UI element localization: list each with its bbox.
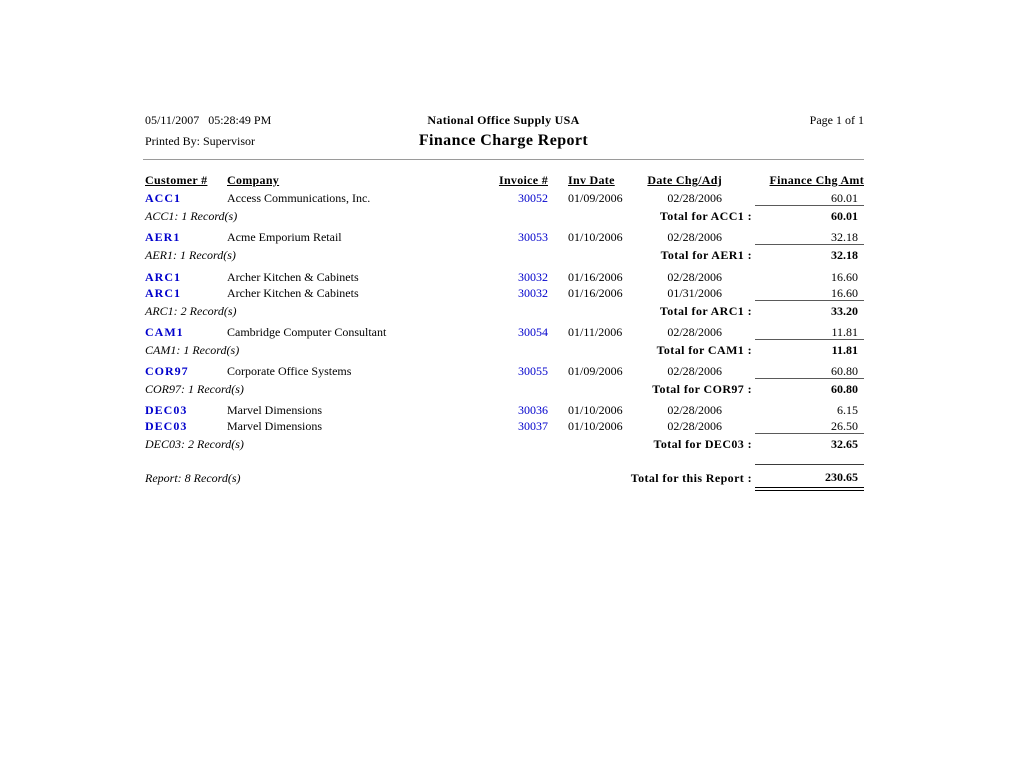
inv-date-cell: 01/09/2006: [568, 364, 623, 378]
page-number: Page 1 of 1: [809, 113, 864, 127]
chg-date-cell: 02/28/2006: [667, 364, 722, 378]
amount-cell: 6.15: [837, 403, 858, 417]
chg-date-cell: 02/28/2006: [667, 325, 722, 339]
group-total-label: Total for COR97 :: [652, 382, 752, 396]
inv-date-cell: 01/10/2006: [568, 419, 623, 433]
group-total-amount: 11.81: [755, 339, 864, 357]
customer-code-link[interactable]: ARC1: [145, 286, 181, 300]
invoice-link[interactable]: 30036: [518, 403, 548, 417]
company-cell: Cambridge Computer Consultant: [227, 325, 387, 339]
amount-cell: 16.60: [831, 270, 858, 284]
customer-code-link[interactable]: ACC1: [145, 191, 181, 205]
col-header-invoice: Invoice #: [498, 173, 548, 187]
company-name: National Office Supply USA: [427, 113, 580, 127]
group-total-row: [143, 343, 864, 359]
customer-code-link[interactable]: CAM1: [145, 325, 184, 339]
chg-date-cell: 02/28/2006: [667, 270, 722, 284]
inv-date-cell: 01/11/2006: [568, 325, 623, 339]
group-total-amount: 32.65: [755, 433, 864, 451]
group-total-amount: 33.20: [755, 300, 864, 318]
company-cell: Corporate Office Systems: [227, 364, 352, 378]
chg-date-cell: 02/28/2006: [667, 419, 722, 433]
group-total-row: [143, 304, 864, 320]
invoice-link[interactable]: 30054: [518, 325, 548, 339]
chg-date-cell: 02/28/2006: [667, 230, 722, 244]
group-total-row: [143, 248, 864, 264]
customer-code-link[interactable]: ARC1: [145, 270, 181, 284]
company-cell: Marvel Dimensions: [227, 403, 322, 417]
customer-code-link[interactable]: DEC03: [145, 419, 188, 433]
amount-cell: 16.60: [831, 286, 858, 300]
group-total-amount: 32.18: [755, 244, 864, 262]
record-count-note: CAM1: 1 Record(s): [145, 343, 240, 357]
company-cell: Access Communications, Inc.: [227, 191, 371, 205]
printed-by: Printed By: Supervisor: [145, 134, 255, 148]
invoice-link[interactable]: 30055: [518, 364, 548, 378]
column-header-row: [143, 173, 864, 189]
report-total-row: [143, 471, 864, 487]
record-count-note: COR97: 1 Record(s): [145, 382, 244, 396]
group-total-row: [143, 382, 864, 398]
company-cell: Marvel Dimensions: [227, 419, 322, 433]
chg-date-cell: 01/31/2006: [667, 286, 722, 300]
chg-date-cell: 02/28/2006: [667, 403, 722, 417]
amount-cell: 60.80: [831, 364, 858, 378]
report-total-label: Total for this Report :: [630, 471, 752, 485]
record-count-note: ACC1: 1 Record(s): [145, 209, 238, 223]
group-total-row: [143, 209, 864, 225]
amount-cell: 26.50: [831, 419, 858, 433]
col-header-inv-date: Inv Date: [568, 173, 615, 187]
invoice-link[interactable]: 30053: [518, 230, 548, 244]
invoice-link[interactable]: 30032: [518, 270, 548, 284]
amount-cell: 32.18: [831, 230, 858, 244]
amount-cell: 11.81: [831, 325, 858, 339]
group-total-label: Total for AER1 :: [660, 248, 752, 262]
record-count-note: DEC03: 2 Record(s): [145, 437, 244, 451]
amount-cell: 60.01: [831, 191, 858, 205]
table-row: [143, 403, 864, 419]
group-total-label: Total for ARC1 :: [659, 304, 752, 318]
chg-date-cell: 02/28/2006: [667, 191, 722, 205]
inv-date-cell: 01/10/2006: [568, 230, 623, 244]
page-title: Finance Charge Report: [418, 132, 589, 149]
report-total-amount: 230.65: [755, 464, 864, 491]
col-header-company: Company: [227, 173, 280, 187]
col-header-amount: Finance Chg Amt: [769, 173, 864, 187]
report-record-count: Report: 8 Record(s): [145, 471, 241, 485]
group-total-label: Total for CAM1 :: [656, 343, 752, 357]
customer-code-link[interactable]: AER1: [145, 230, 181, 244]
group-total-amount: 60.80: [755, 378, 864, 396]
table-row: [143, 270, 864, 286]
company-cell: Archer Kitchen & Cabinets: [227, 286, 359, 300]
group-total-label: Total for DEC03 :: [653, 437, 752, 451]
inv-date-cell: 01/16/2006: [568, 270, 623, 284]
customer-code-link[interactable]: COR97: [145, 364, 189, 378]
group-total-amount: 60.01: [755, 205, 864, 223]
col-header-customer: Customer #: [145, 173, 208, 187]
invoice-link[interactable]: 30037: [518, 419, 548, 433]
company-cell: Acme Emporium Retail: [227, 230, 342, 244]
group-total-row: [143, 437, 864, 453]
invoice-link[interactable]: 30032: [518, 286, 548, 300]
header-divider: [143, 159, 864, 160]
inv-date-cell: 01/16/2006: [568, 286, 623, 300]
inv-date-cell: 01/10/2006: [568, 403, 623, 417]
col-header-date-chg: Date Chg/Adj: [647, 173, 722, 187]
group-total-label: Total for ACC1 :: [659, 209, 752, 223]
invoice-link[interactable]: 30052: [518, 191, 548, 205]
inv-date-cell: 01/09/2006: [568, 191, 623, 205]
customer-code-link[interactable]: DEC03: [145, 403, 188, 417]
company-cell: Archer Kitchen & Cabinets: [227, 270, 359, 284]
record-count-note: ARC1: 2 Record(s): [145, 304, 237, 318]
print-datetime: 05/11/2007 05:28:49 PM: [145, 113, 272, 127]
record-count-note: AER1: 1 Record(s): [145, 248, 236, 262]
